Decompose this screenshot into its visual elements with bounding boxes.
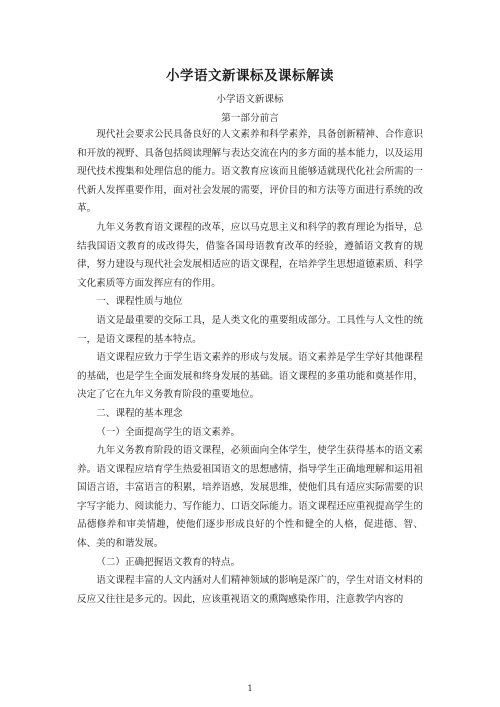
paragraph-intro-1: 现代社会要求公民具备良好的人文素养和科学素养，具备创新精神、合作意识和开放的视野、具备包括阅读理解与表达交流在内的多方面的基本能力，以及运用现代技术搜集和处理信息的能力。语文教育应该而且能够适就现代化社会所需的一代新人发挥重要作用，面对社会发展的需要，评价目的和方法等方面进行系统的改革。	[77, 129, 423, 215]
paragraph-intro-2: 九年义务教育语文课程的改革，应以马克思主义和科学的教育理论为指导，总结我国语文教育的成改得失，借鉴各国母语教育改革的经验，遵循语文教育的规律，努力建设与现代社会发展相适应的语文课程，在培养学生思想道德素质、科学文化素质等方面发挥应有的作用。	[77, 221, 423, 289]
document-title: 小学语文新课标及课标解读	[166, 68, 334, 84]
paragraph-literacy: 九年义务教育阶段的语文课程，必须面向全体学生，使学生获得基本的语文素养。语文课程应培育学生热爱祖国语文的思想感情，指导学生正确地理解和运用祖国语言语，丰富语言的积累，培养语感，发展思维，使他们具有适应实际需要的识字写字能力、阅读能力、写作能力、口语交际能力。语文课程还应重视提高学生的品德修养和审美情趣，使他们逐步形成良好的个性和健全的人格，促进德、智、体、美的和谐发展。	[77, 445, 423, 550]
paragraph-characteristics: 语文课程丰富的人文内涵对人们精神领域的影响是深广的，学生对语文材料的反应又往往是多元的。因此，应该重视语文的熏陶感染作用，注意教学内容的	[77, 575, 423, 605]
subheading-characteristics: （二）正确把握语文教育的特点。	[96, 556, 241, 568]
paragraph-course-nature-1: 语文是最重要的交际工具，是人类文化的重要组成部分。工具性与人文性的统一，是语文课程的基本特点。	[77, 314, 423, 345]
heading-course-nature: 一、课程性质与地位	[96, 296, 183, 308]
paragraph-course-nature-2: 语文课程应致力于学生语文素养的形成与发展。语文素养是学生学好其他课程的基础，也是学生全面发展和终身发展的基础。语文课程的多重功能和奠基作用，决定了它在九年义务教育阶段的重要地位。	[77, 352, 423, 401]
page-number: 1	[247, 684, 253, 693]
document-subtitle: 小学语文新课标	[216, 94, 284, 105]
document-body	[77, 126, 423, 609]
heading-basic-concepts: 二、课程的基本理念	[96, 407, 183, 419]
section-title: 第一部分前言	[221, 113, 279, 124]
subheading-literacy: （一）全面提高学生的语文素养。	[96, 426, 241, 438]
